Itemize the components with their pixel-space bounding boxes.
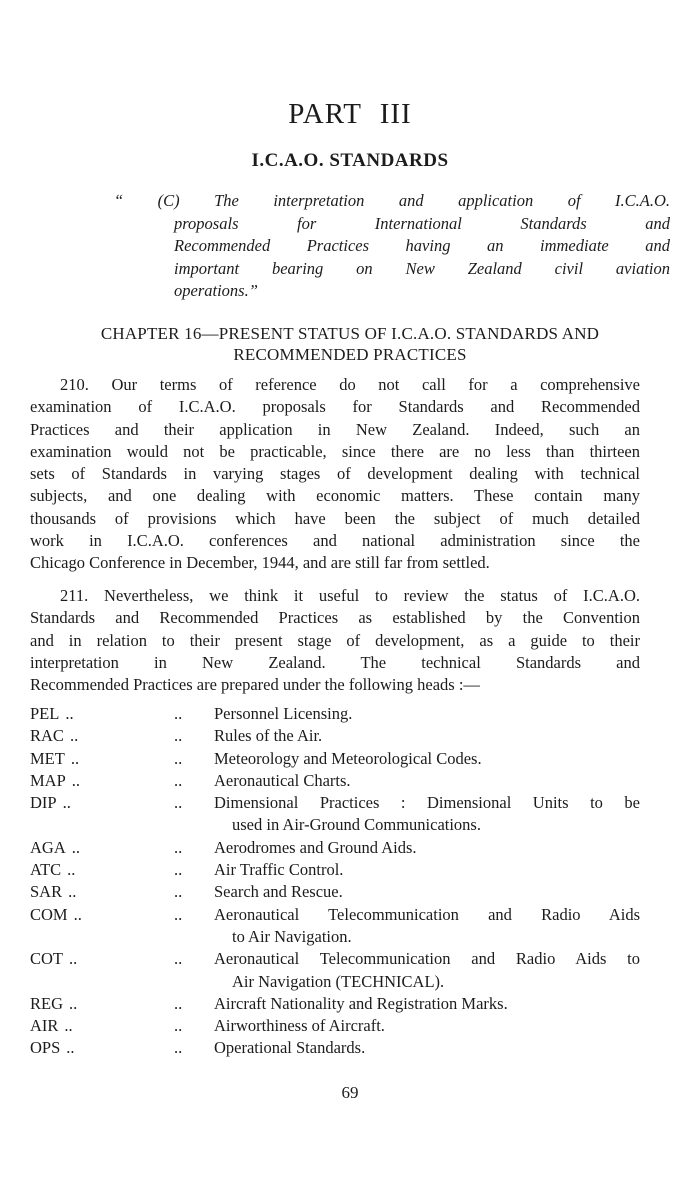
list-item [30, 725, 640, 747]
paragraph-line: sets of Standards in varying stages of development dealing with technical [30, 464, 640, 484]
leader-dots: .. [69, 993, 78, 1013]
paragraph-210 [30, 374, 640, 575]
description-continuation: Air Navigation (TECHNICAL). [232, 971, 445, 991]
list-item [30, 792, 640, 837]
paragraph-line: Standards and Recommended Practices as established by the Convention [30, 608, 640, 628]
paragraph-line: interpretation in New Zealand. The technical Standards and [30, 652, 640, 672]
leader-dots: .. [68, 882, 77, 902]
abbreviation-description: Operational Standards. [214, 1038, 366, 1058]
page-number: 69 [341, 1083, 359, 1102]
chapter-heading-line: CHAPTER 16—PRESENT STATUS OF I.C.A.O. STANDARDS AND [100, 324, 600, 343]
paragraph-line: subjects, and one dealing with economic matters. These contain many [30, 486, 640, 506]
leader-dots: .. [174, 837, 183, 857]
standards-heads-list [30, 703, 640, 1060]
abbreviation-description: Aerodromes and Ground Aids. [214, 837, 417, 857]
leader-dots: .. [73, 904, 82, 924]
paragraph-line: thousands of provisions which have been the subject of much detailed [30, 508, 640, 528]
chapter-heading [30, 323, 670, 365]
abbreviation-code: COM [30, 904, 68, 924]
abbreviation-description: Meteorology and Meteorological Codes. [214, 748, 482, 768]
abbreviation-description [214, 904, 640, 949]
leader-dots: .. [174, 793, 183, 813]
paragraph-211 [30, 585, 640, 696]
abbreviation-description: Airworthiness of Aircraft. [214, 1016, 385, 1036]
abbreviation-code: OPS [30, 1038, 61, 1058]
abbreviation-code: RAC [30, 726, 64, 746]
quote-line: operations.” [174, 281, 258, 300]
leader-dots: .. [174, 904, 183, 924]
list-item [30, 859, 640, 881]
quote-line: important bearing on New Zealand civil aviation [174, 258, 670, 278]
description-line: Aeronautical Telecommunication and Radio Aids to [214, 949, 640, 969]
leader-dots: .. [174, 860, 183, 880]
list-item [30, 993, 640, 1015]
list-item [30, 837, 640, 859]
leader-dots: .. [62, 793, 71, 813]
leader-dots: .. [174, 949, 183, 969]
paragraph-line: 210. Our terms of reference do not call for a comprehensive [60, 375, 640, 394]
abbreviation-description: Air Traffic Control. [214, 860, 344, 880]
abbreviation-description: Aircraft Nationality and Registration Marks. [214, 993, 508, 1013]
leader-dots: .. [65, 704, 74, 723]
paragraph-line: work in I.C.A.O. conferences and national administration since the [30, 531, 640, 551]
abbreviation-code: AGA [30, 837, 66, 857]
leader-dots: .. [174, 1016, 183, 1036]
document-page [30, 0, 670, 1189]
paragraph-line: Chicago Conference in December, 1944, and are still far from settled. [30, 553, 490, 573]
abbreviation-code: MET [30, 748, 65, 768]
leader-dots: .. [69, 726, 79, 746]
leader-dots: .. [67, 860, 76, 880]
leader-dots: .. [71, 770, 81, 790]
leader-dots: .. [69, 949, 78, 969]
paragraph-line: examination of I.C.A.O. proposals for Standards and Recommended [30, 397, 640, 417]
list-item [30, 770, 640, 792]
abbreviation-code: MAP [30, 770, 66, 790]
part-title: PART III [288, 98, 412, 130]
description-line: Aeronautical Telecommunication and Radio Aids [214, 904, 640, 924]
abbreviation-description [214, 792, 640, 837]
list-item [30, 948, 640, 993]
leader-dots: .. [174, 748, 183, 768]
description-continuation: to Air Navigation. [232, 926, 352, 946]
leader-dots: .. [70, 748, 80, 768]
paragraph-line: and in relation to their present stage of development, as a guide to their [30, 630, 640, 650]
list-item [30, 1037, 640, 1059]
leader-dots: .. [174, 882, 183, 902]
leader-dots: .. [174, 704, 183, 723]
abbreviation-description [214, 948, 640, 993]
abbreviation-description: Rules of the Air. [214, 726, 323, 746]
abbreviation-code: AIR [30, 1016, 59, 1036]
leader-dots: .. [174, 1038, 183, 1058]
quote-line: Recommended Practices having an immediate and [174, 236, 670, 255]
description-line: Dimensional Practices : Dimensional Units to be [214, 793, 640, 813]
quote-line: “ (C) The interpretation and application of I.C.A.O. [114, 191, 670, 210]
list-item [30, 1015, 640, 1037]
leader-dots: .. [66, 1038, 75, 1058]
abbreviation-code: PEL [30, 704, 60, 723]
abbreviation-code: REG [30, 993, 63, 1013]
list-item [30, 881, 640, 903]
leader-dots: .. [174, 993, 183, 1013]
abbreviation-description: Aeronautical Charts. [214, 770, 351, 790]
leader-dots: .. [174, 770, 183, 790]
list-item [30, 748, 640, 770]
list-item [30, 703, 640, 725]
paragraph-line: Practices and their application in New Zealand. Indeed, such an [30, 419, 640, 439]
terms-of-reference-quote [114, 190, 670, 303]
abbreviation-code: SAR [30, 882, 63, 902]
list-item [30, 904, 640, 949]
abbreviation-code: COT [30, 949, 63, 969]
quote-line: proposals for International Standards and [174, 213, 670, 233]
description-continuation: used in Air-Ground Communications. [232, 815, 481, 835]
abbreviation-code: ATC [30, 860, 62, 880]
abbreviation-description: Personnel Licensing. [214, 704, 353, 723]
paragraph-line: 211. Nevertheless, we think it useful to review the status of I.C.A.O. [60, 586, 640, 605]
paragraph-line: examination would not be practicable, since there are no less than thirteen [30, 441, 640, 461]
abbreviation-description: Search and Rescue. [214, 882, 343, 902]
leader-dots: .. [174, 726, 183, 746]
leader-dots: .. [71, 837, 80, 857]
paragraph-line: Recommended Practices are prepared under the following heads :— [30, 675, 480, 695]
leader-dots: .. [64, 1016, 73, 1036]
abbreviation-code: DIP [30, 793, 57, 813]
chapter-heading-line: RECOMMENDED PRACTICES [233, 345, 467, 364]
section-title: I.C.A.O. STANDARDS [251, 150, 449, 171]
